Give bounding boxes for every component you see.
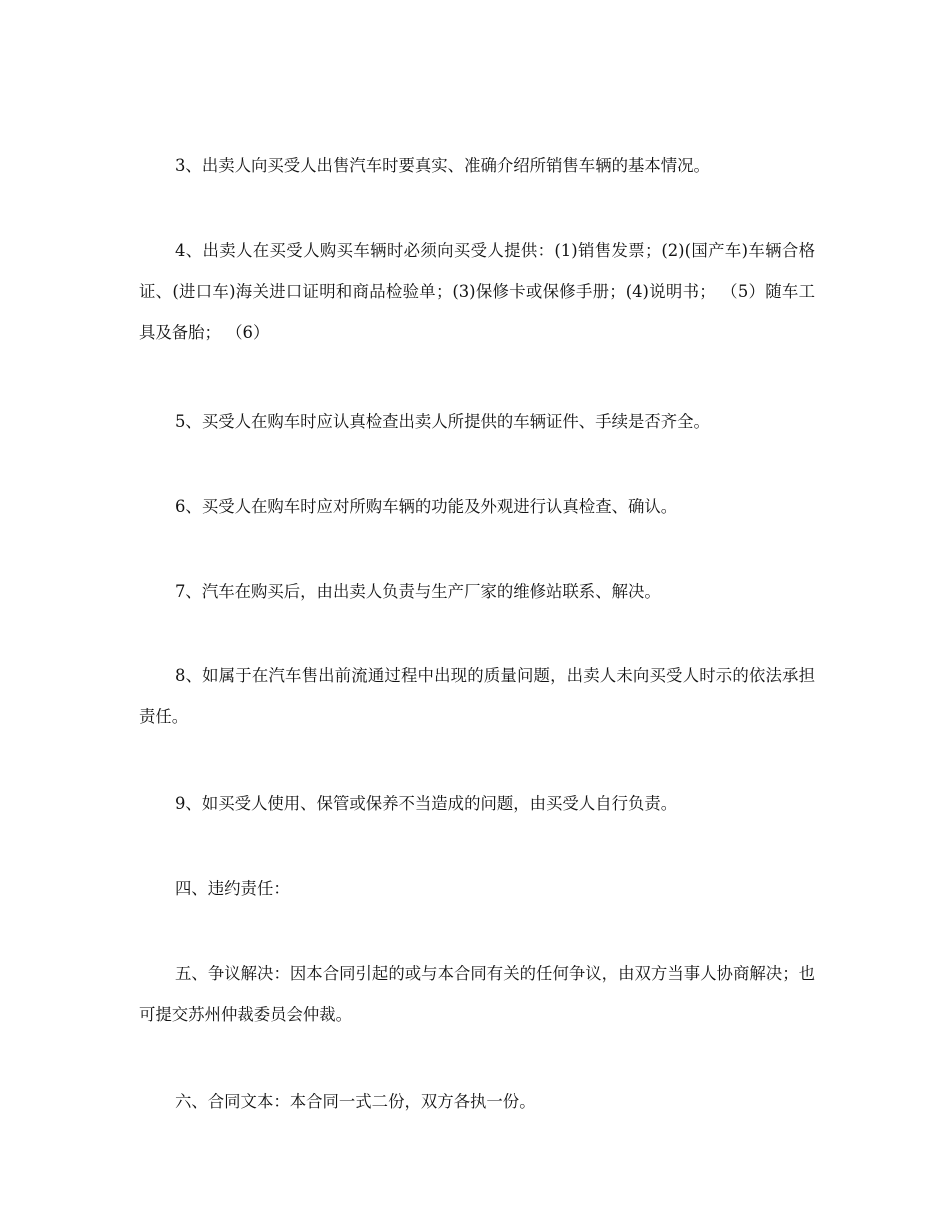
clause-3: 3、出卖人向买受人出售汽车时要真实、准确介绍所销售车辆的基本情况。 xyxy=(175,156,710,175)
clause-9: 9、如买受人使用、保管或保养不当造成的问题，由买受人自行负责。 xyxy=(175,794,678,813)
clause-7: 7、汽车在购买后，由出卖人负责与生产厂家的维修站联系、解决。 xyxy=(175,582,661,601)
clause-6: 6、买受人在购车时应对所购车辆的功能及外观进行认真检查、确认。 xyxy=(175,497,678,516)
clause-8: 8、如属于在汽车售出前流通过程中出现的质量问题，出卖人未向买受人时示的依法承担责任。 xyxy=(139,666,815,726)
section-liability-heading: 四、违约责任： xyxy=(175,879,290,898)
clause-5: 5、买受人在购车时应认真检查出卖人所提供的车辆证件、手续是否齐全。 xyxy=(175,412,710,431)
section-contract-copies: 六、合同文本：本合同一式二份，双方各执一份。 xyxy=(175,1092,536,1111)
clause-4: 4、出卖人在买受人购买车辆时必须向买受人提供：(1)销售发票；(2)(国产车)车辆合格证、(进口车)海关进口证明和商品检验单；(3)保修卡或保修手册；(4)说明书； （5）随车工具及备胎； （6） xyxy=(139,241,815,342)
section-dispute-resolution: 五、争议解决：因本合同引起的或与本合同有关的任何争议，由双方当事人协商解决；也可提交苏州仲裁委员会仲裁。 xyxy=(139,964,815,1024)
